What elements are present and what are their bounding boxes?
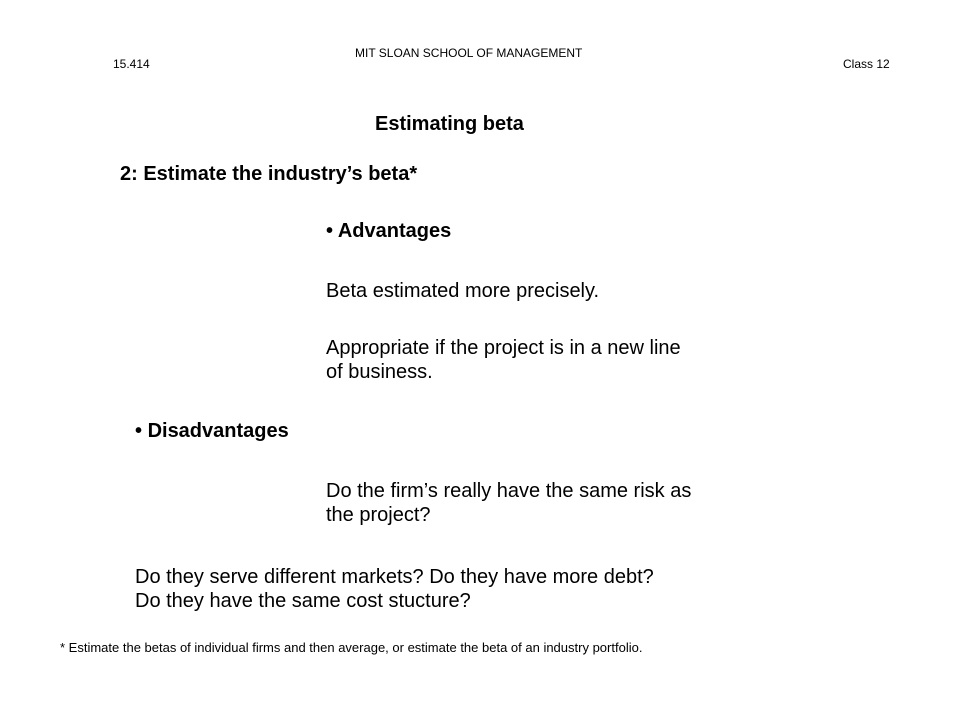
- bullet-icon: •: [135, 420, 148, 442]
- disadvantage-point-1: [326, 479, 691, 527]
- disadvantage-point-2: [135, 565, 654, 613]
- disadvantages-heading-label: Disadvantages: [147, 420, 289, 442]
- advantage-point-2-line-1: Appropriate if the project is in a new line: [326, 337, 681, 359]
- advantages-heading-label: Advantages: [337, 220, 452, 242]
- disadvantage-point-2-line-2: Do they have the same cost stucture?: [135, 590, 471, 612]
- slide-subtitle: 2: Estimate the industry’s beta*: [120, 163, 418, 185]
- slide-title: Estimating beta: [375, 113, 524, 135]
- disadvantage-point-1-line-2: the project?: [326, 504, 431, 526]
- advantages-heading: [326, 219, 451, 243]
- disadvantages-heading: [135, 419, 289, 443]
- footnote: * Estimate the betas of individual firms and then average, or estimate the beta of an industry portfolio.: [60, 640, 643, 655]
- advantage-point-2-line-2: of business.: [326, 361, 433, 383]
- course-number: 15.414: [113, 57, 150, 71]
- advantage-point-2: [326, 336, 681, 384]
- disadvantage-point-1-line-1: Do the firm’s really have the same risk as: [326, 480, 692, 502]
- advantage-point-1: Beta estimated more precisely.: [326, 280, 600, 302]
- class-number: Class 12: [843, 57, 890, 71]
- school-name: MIT SLOAN SCHOOL OF MANAGEMENT: [355, 46, 583, 60]
- disadvantage-point-2-line-1: Do they serve different markets? Do they have more debt?: [135, 566, 654, 588]
- bullet-icon: •: [326, 220, 338, 242]
